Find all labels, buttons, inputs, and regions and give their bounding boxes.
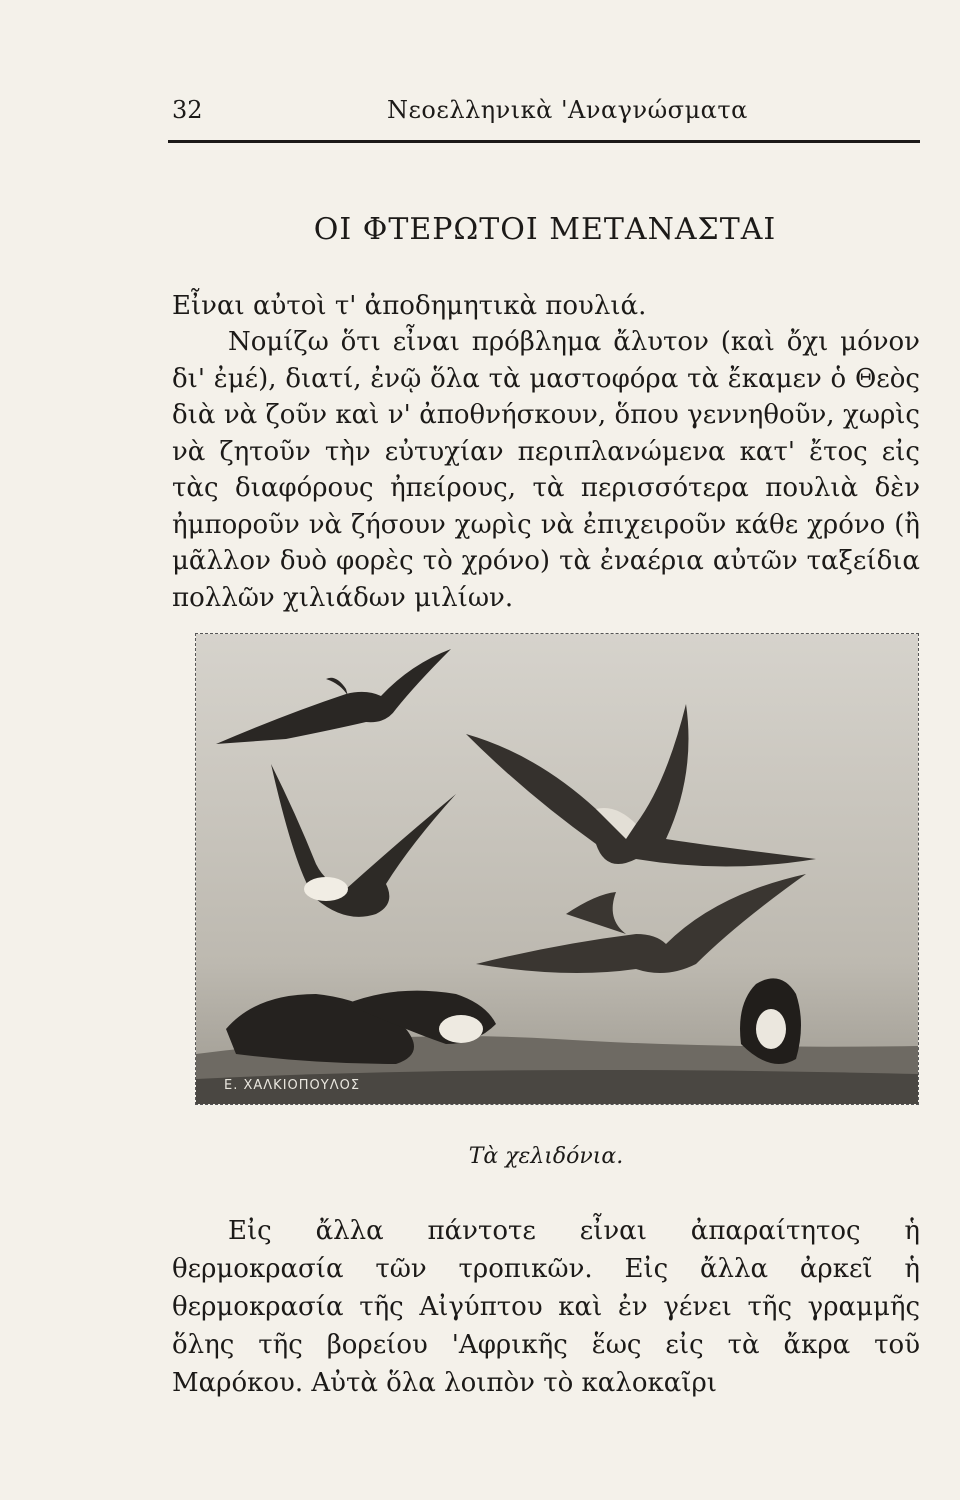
swallows-photo [195,633,919,1105]
paragraph-problem: Νομίζω ὅτι εἶναι πρόβλημα ἄλυτον (καὶ ὄχι μόνον δι' ἐμέ), διατί, ἐνῷ ὅλα τὰ μαστοφόρα τὰ ἔκαμεν ὁ Θεὸς διὰ νὰ ζοῦν καὶ ν' ἀποθνήσκουν, ὅπου γεννηθοῦν, χωρὶς νὰ ζητοῦν τὴν εὐτυχίαν περιπλανώμενα κατ' ἔτος εἰς τὰς διαφόρους ἠπείρους, τὰ περισσότερα πουλιὰ δὲν ἠμποροῦν νὰ ζήσουν χωρὶς νὰ ἐπιχειροῦν κάθε χρόνο (ἢ μᾶλλον δυὸ φορὲς τὸ χρόνο) τὰ ἐναέρια αὐτῶν ταξείδια πολλῶν χιλιάδων μιλίων. [172,327,920,613]
chapter-title: ΟΙ ΦΤΕΡΩΤΟΙ ΜΕΤΑΝΑΣΤΑΙ [313,212,777,247]
running-title: Νεοελληνικὰ 'Αναγνώσματα [387,96,748,124]
figure-caption: Τὰ χελιδόνια. [468,1144,624,1169]
paragraph-temperature: Εἰς ἄλλα πάντοτε εἶναι ἀπαραίτητος ἡ θερμοκρασία τῶν τροπικῶν. Εἰς ἄλλα ἀρκεῖ ἡ θερμοκρασία τῆς Αἰγύπτου καὶ ἐν γένει τῆς γραμμῆς ὅλης τῆς βορείου 'Αφρικῆς ἕως εἰς τὰ ἄκρα τοῦ Μαρόκου. Αὐτὰ ὅλα λοιπὸν τὸ καλοκαῖρι [172,1216,920,1398]
paragraph-intro: Εἶναι αὐτοὶ τ' ἀποδημητικὰ πουλιά. [172,291,647,321]
header-rule [168,140,920,143]
photo-credit: Ε. ΧΑΛΚΙΟΠΟΥΛΟΣ [224,1078,361,1093]
page-header [172,96,920,136]
page-number: 32 [172,96,203,124]
swallows-illustration [196,634,918,1104]
